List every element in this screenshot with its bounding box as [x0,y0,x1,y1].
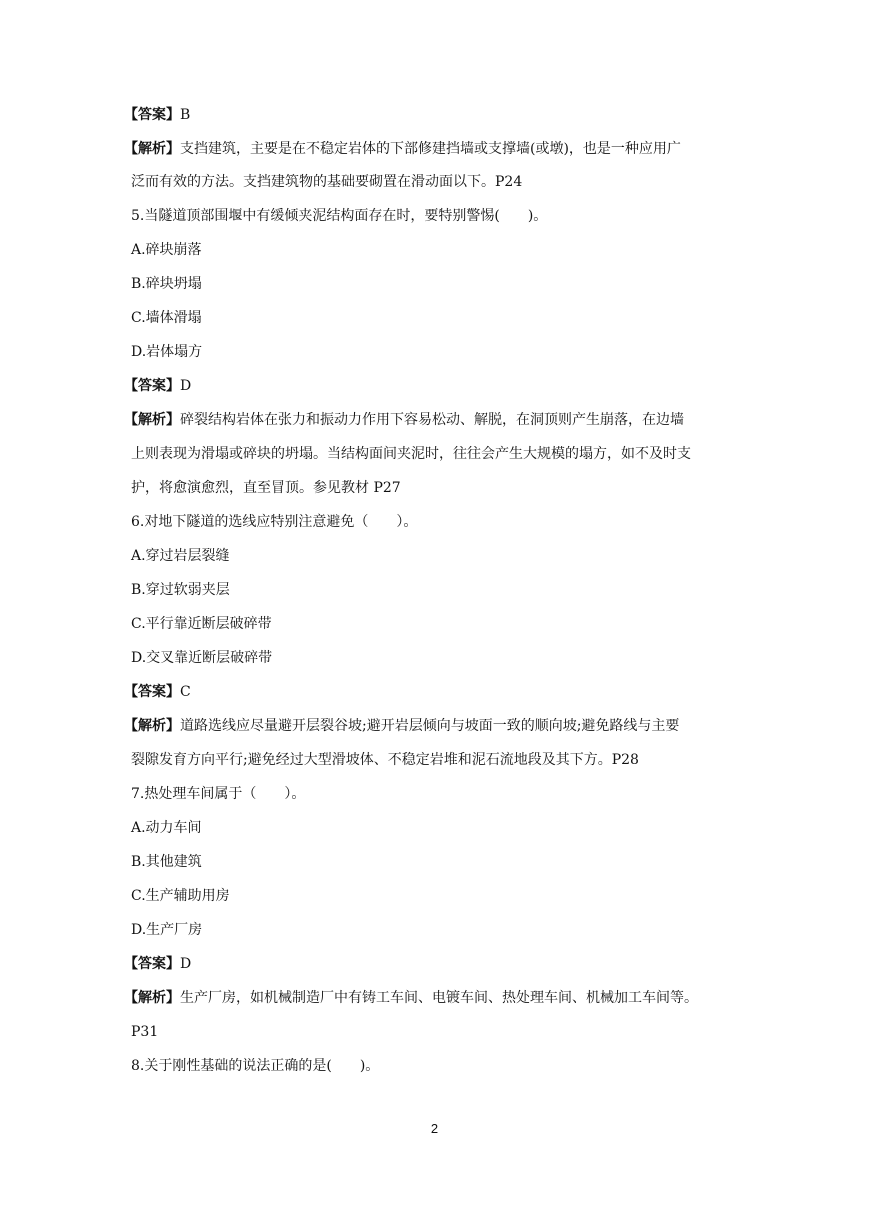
line-text: 护，将愈演愈烈，直至冒顶。参见教材 P27 [131,480,401,496]
line-tag: 【解析】 [124,990,180,1006]
line-text: 5.当隧道顶部围堰中有缓倾夹泥结构面存在时，要特别警惕( )。 [131,208,548,224]
text-line [131,580,751,600]
line-text: 8.关于刚性基础的说法正确的是( )。 [131,1058,380,1074]
line-text: 生产厂房，如机械制造厂中有铸工车间、电镀车间、热处理车间、机械加工车间等。 [180,990,698,1006]
line-text: B [180,107,191,123]
line-text: B.其他建筑 [131,854,202,870]
line-text: A.动力车间 [131,820,202,836]
text-line [124,139,744,159]
line-tag: 【解析】 [124,718,180,734]
line-tag: 【解析】 [124,141,180,157]
line-tag: 【答案】 [124,378,180,394]
text-line [124,716,744,736]
text-line [131,240,751,260]
text-line [131,274,751,294]
text-line [131,206,751,226]
line-text: D.岩体塌方 [131,344,203,360]
line-text: D.交叉靠近断层破碎带 [131,650,273,666]
page-number: 2 [430,1121,439,1136]
text-line [131,546,751,566]
line-tag: 【答案】 [124,107,180,123]
text-line [131,172,751,192]
text-line [124,954,744,974]
text-line [124,376,744,396]
text-line [131,920,751,940]
text-line [131,886,751,906]
line-text: C.墙体滑塌 [131,310,202,326]
text-line [131,444,751,464]
text-line [131,342,751,362]
text-line [131,784,751,804]
line-text: D.生产厂房 [131,922,203,938]
line-text: B.碎块坍塌 [131,276,202,292]
line-text: 6.对地下隧道的选线应特别注意避免（ ）。 [131,514,418,530]
line-text: 裂隙发育方向平行;避免经过大型滑坡体、不稳定岩堆和泥石流地段及其下方。P28 [131,752,639,768]
line-text: A.碎块崩落 [131,242,202,258]
text-line [131,648,751,668]
line-text: 支挡建筑，主要是在不稳定岩体的下部修建挡墙或支撑墙(或墩)，也是一种应用广 [180,141,681,157]
line-text: 7.热处理车间属于（ ）。 [131,786,306,802]
line-text: C.生产辅助用房 [131,888,230,904]
text-line [131,818,751,838]
line-tag: 【解析】 [124,412,180,428]
line-text: 泛而有效的方法。支挡建筑物的基础要砌置在滑动面以下。P24 [131,174,523,190]
line-text: C.平行靠近断层破碎带 [131,616,272,632]
line-text: C [180,684,191,700]
text-line [131,1022,751,1042]
text-line [131,852,751,872]
text-line [131,614,751,634]
text-line [124,682,744,702]
line-tag: 【答案】 [124,684,180,700]
text-line [124,410,744,430]
line-text: P31 [131,1024,159,1040]
line-text: B.穿过软弱夹层 [131,582,230,598]
line-text: A.穿过岩层裂缝 [131,548,230,564]
text-line [124,988,744,1008]
text-line [131,308,751,328]
line-text: D [180,378,192,394]
line-tag: 【答案】 [124,956,180,972]
text-line [124,105,744,125]
text-line [131,478,751,498]
text-line [131,1056,751,1076]
text-line [131,750,751,770]
line-text: D [180,956,192,972]
line-text: 碎裂结构岩体在张力和振动力作用下容易松动、解脱，在洞顶则产生崩落，在边墙 [180,412,684,428]
line-text: 道路选线应尽量避开层裂谷坡;避开岩层倾向与坡面一致的顺向坡;避免路线与主要 [180,718,680,734]
text-line [131,512,751,532]
line-text: 上则表现为滑塌或碎块的坍塌。当结构面间夹泥时，往往会产生大规模的塌方，如不及时支 [131,446,691,462]
